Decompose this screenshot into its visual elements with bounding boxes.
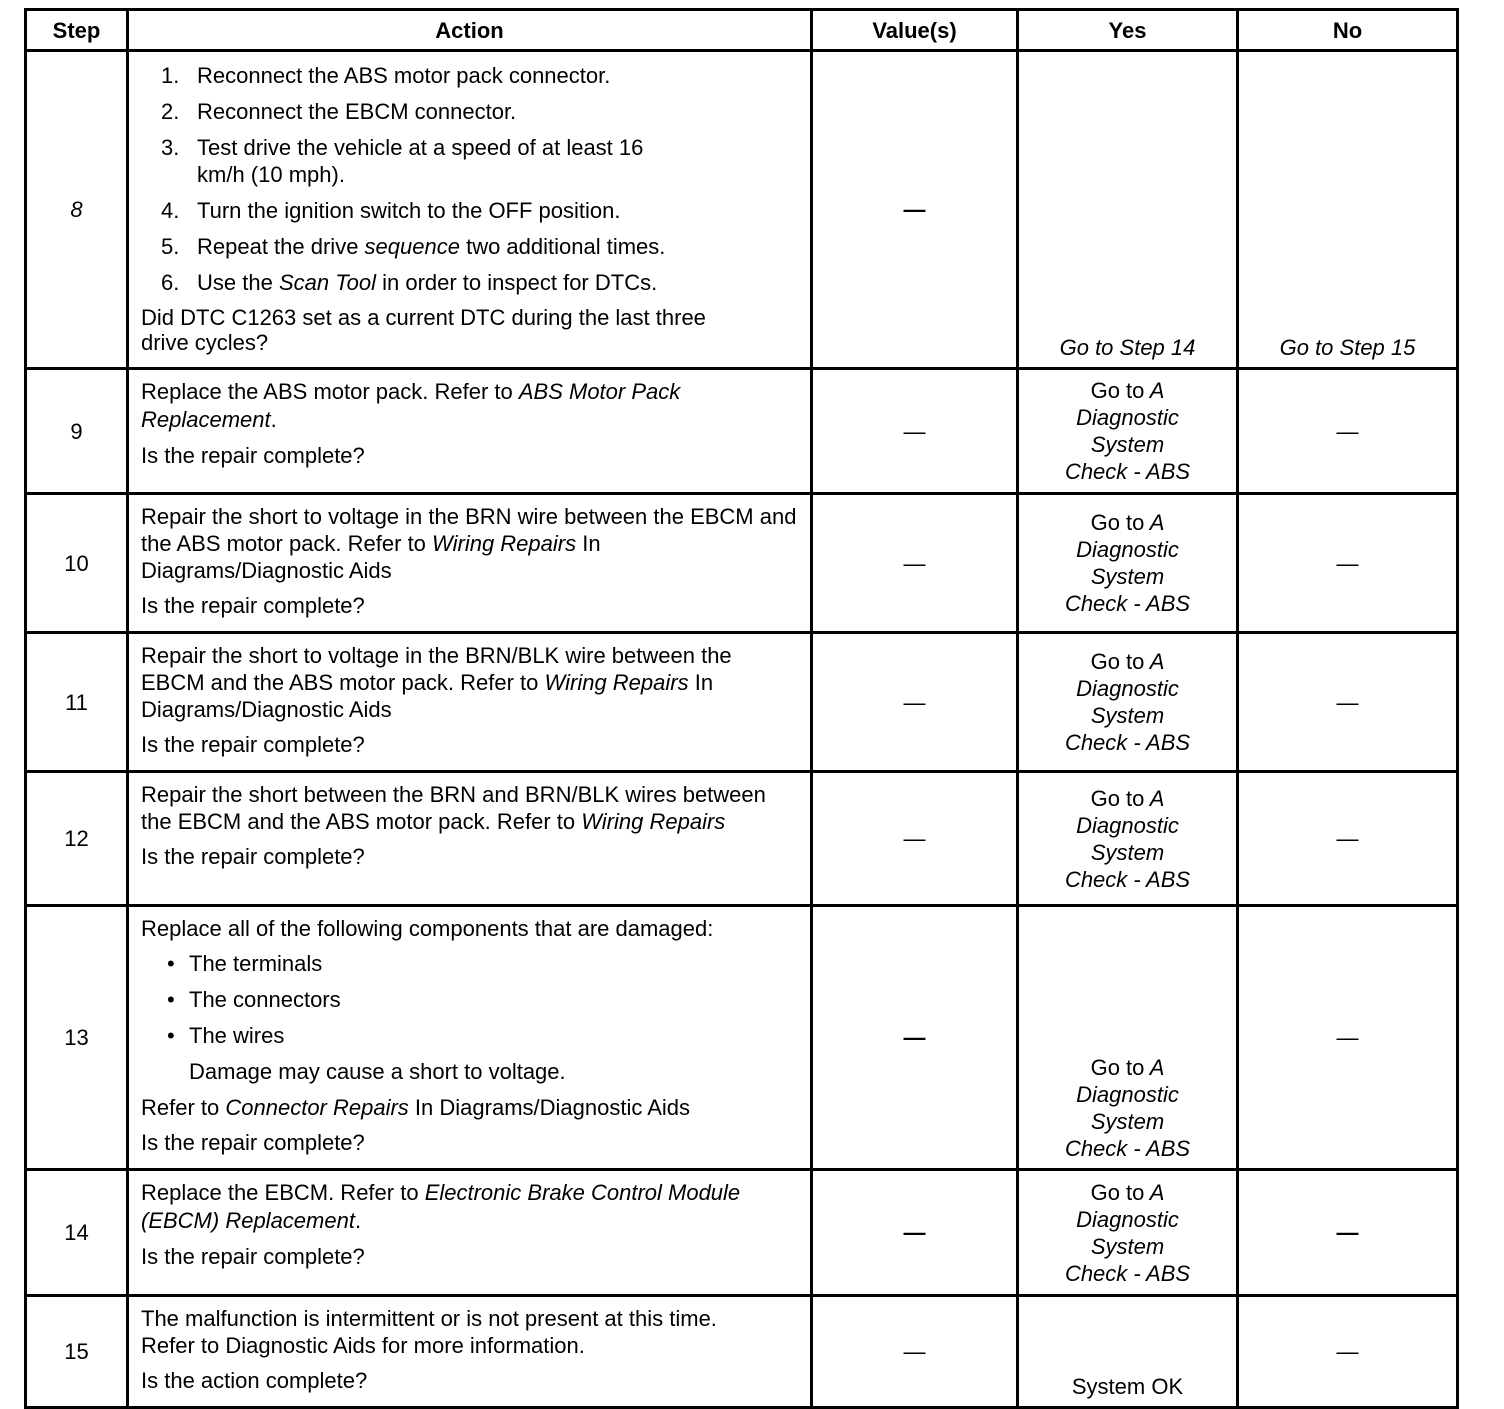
value-dash: — — [903, 1220, 926, 1245]
go-to-text: Go to — [1090, 785, 1145, 811]
action-text-part: . — [270, 407, 277, 432]
item-number: 1. — [161, 63, 180, 88]
no-dash: — — [1336, 689, 1359, 715]
no-cell — [1238, 51, 1458, 369]
yes-cell — [1018, 906, 1238, 1170]
no-cell — [1238, 494, 1458, 633]
no-dash: — — [1336, 1025, 1359, 1050]
go-to-a: A — [1149, 510, 1165, 535]
item-number: 3. — [161, 135, 180, 160]
action-text-part: Replace the EBCM. Refer to — [141, 1180, 425, 1205]
action-text-part: Refer to — [141, 1095, 226, 1120]
go-to-diagnostic-check-link[interactable] — [1019, 1054, 1236, 1162]
go-to-a: A — [1149, 1179, 1165, 1205]
yes-cell — [1018, 633, 1238, 772]
action-steps-list — [141, 62, 800, 296]
header-no: No — [1238, 10, 1458, 51]
scan-tool-reference: Scan Tool — [278, 270, 376, 295]
question-text: Is the repair complete? — [141, 732, 365, 757]
action-cell — [128, 633, 812, 772]
question-text: Did DTC C1263 set as a current DTC during the last three drive cycles? — [141, 305, 706, 355]
yes-cell — [1018, 494, 1238, 633]
system-ok-text: System OK — [1071, 1374, 1184, 1399]
step-number: 9 — [26, 369, 128, 494]
item-text: Repeat the drive — [197, 234, 365, 259]
item-text: Reconnect the EBCM connector. — [197, 99, 517, 124]
table-row — [26, 772, 1458, 906]
item-text: two additional times. — [459, 234, 666, 259]
action-text-part: . — [354, 1208, 362, 1233]
header-step: Step — [26, 10, 128, 51]
action-cell — [128, 369, 812, 494]
item-number: 2. — [161, 99, 180, 124]
list-item — [141, 98, 800, 125]
list-item — [141, 197, 800, 224]
go-to-text: Go to — [1090, 649, 1145, 674]
list-item: • The connectors — [141, 986, 800, 1013]
question-text: Is the repair complete? — [141, 1244, 365, 1269]
go-to-text: Go to — [1090, 378, 1145, 403]
header-values: Value(s) — [812, 10, 1018, 51]
go-to-line: System — [1090, 839, 1165, 865]
action-text — [141, 503, 800, 584]
table-row — [26, 369, 1458, 494]
go-to-line: Check - ABS — [1064, 730, 1191, 755]
value-cell — [812, 1170, 1018, 1296]
value-dash: — — [903, 418, 926, 444]
item-number: 5. — [161, 234, 180, 259]
list-item — [141, 134, 800, 188]
list-item: • The wires — [141, 1022, 800, 1049]
action-text-part: In Diagrams/Diagnostic Aids — [141, 531, 601, 583]
go-to-text: Go to — [1090, 1055, 1145, 1080]
table-row — [26, 51, 1458, 369]
go-to-text: Go to — [1090, 510, 1145, 535]
go-to-line: Diagnostic — [1076, 537, 1179, 562]
header-action: Action — [128, 10, 812, 51]
go-to-line: System — [1090, 564, 1165, 589]
step-number: 10 — [26, 494, 128, 633]
yes-cell — [1018, 369, 1238, 494]
value-cell — [812, 906, 1018, 1170]
go-to-a: A — [1149, 649, 1165, 674]
table-row — [26, 1296, 1458, 1408]
step-number: 14 — [26, 1170, 128, 1296]
yes-cell — [1018, 1170, 1238, 1296]
no-dash: — — [1336, 826, 1359, 851]
go-to-a: A — [1149, 785, 1165, 811]
go-to-line: Check - ABS — [1064, 591, 1191, 616]
value-cell — [812, 51, 1018, 369]
item-text: Test drive the vehicle at a speed of at least 16 km/h (10 mph). — [197, 135, 644, 187]
question-text: Is the repair complete? — [141, 593, 365, 618]
list-item — [141, 62, 800, 89]
components-list — [141, 950, 800, 1049]
value-dash: — — [903, 550, 926, 576]
go-to-line: Check - ABS — [1064, 1136, 1191, 1161]
go-to-diagnostic-check-link[interactable] — [1019, 648, 1236, 756]
yes-cell — [1018, 772, 1238, 906]
damage-note: Damage may cause a short to voltage. — [189, 1059, 566, 1084]
go-to-line: System — [1090, 703, 1165, 728]
value-dash: — — [903, 197, 926, 222]
value-cell — [812, 494, 1018, 633]
no-cell — [1238, 906, 1458, 1170]
go-to-line: System — [1090, 432, 1165, 457]
action-cell — [128, 51, 812, 369]
item-text: in order to inspect for DTCs. — [375, 270, 658, 295]
question-text: Is the repair complete? — [141, 443, 365, 468]
no-cell — [1238, 772, 1458, 906]
value-dash: — — [903, 1339, 926, 1364]
action-text — [141, 1179, 800, 1235]
action-text — [141, 642, 800, 723]
go-to-line: System — [1090, 1233, 1165, 1259]
go-to-line: Diagnostic — [1076, 1082, 1179, 1107]
value-cell — [812, 369, 1018, 494]
step-number: 13 — [26, 906, 128, 1170]
go-to-line: Diagnostic — [1076, 676, 1179, 701]
no-dash: — — [1336, 1220, 1359, 1245]
go-to-line: Check - ABS — [1064, 459, 1191, 484]
wiring-repairs-reference: Wiring Repairs — [581, 809, 726, 834]
go-to-a: A — [1149, 1055, 1165, 1080]
action-text-part: Replace the ABS motor pack. Refer to — [141, 379, 519, 404]
go-to-line: Check - ABS — [1064, 866, 1191, 892]
step-number: 8 — [26, 51, 128, 369]
header-row — [26, 10, 1458, 51]
go-to-line: Diagnostic — [1076, 1206, 1179, 1232]
go-to-line: Diagnostic — [1076, 405, 1179, 430]
list-item — [141, 269, 800, 296]
action-text — [141, 378, 800, 434]
value-dash: — — [903, 826, 926, 851]
item-emphasis: sequence — [364, 234, 460, 259]
action-cell — [128, 1170, 812, 1296]
value-dash: — — [903, 689, 926, 715]
value-cell — [812, 633, 1018, 772]
table-row — [26, 633, 1458, 772]
go-to-line: System — [1090, 1109, 1165, 1134]
action-cell — [128, 494, 812, 633]
table-row — [26, 1170, 1458, 1296]
wiring-repairs-reference: Wiring Repairs — [432, 531, 577, 556]
value-dash: — — [903, 1025, 926, 1050]
table-row — [26, 906, 1458, 1170]
action-text-part: Repair the short between the BRN and BRN/BLK wires between the EBCM and the ABS motor pack. Refer to — [141, 782, 766, 834]
yes-cell — [1018, 51, 1238, 369]
connector-repairs-reference: Connector Repairs — [225, 1095, 409, 1120]
go-to-a: A — [1149, 378, 1165, 403]
action-text-part: In Diagrams/Diagnostic Aids — [141, 670, 714, 722]
go-to-text: Go to — [1090, 1179, 1145, 1205]
refer-text — [141, 1094, 800, 1121]
no-cell — [1238, 1170, 1458, 1296]
list-item — [141, 233, 800, 260]
action-intro: Replace all of the following components that are damaged: — [141, 916, 714, 941]
yes-cell — [1018, 1296, 1238, 1408]
question-text: Is the action complete? — [141, 1368, 368, 1393]
action-text — [141, 781, 800, 835]
item-number: 6. — [161, 270, 180, 295]
go-to-step-14-link[interactable]: Go to Step 14 — [1059, 335, 1196, 360]
no-cell — [1238, 369, 1458, 494]
go-to-diagnostic-check-link[interactable] — [1019, 377, 1236, 485]
no-dash: — — [1336, 1339, 1359, 1364]
action-text-part: Repair the short to voltage in the BRN wire between the EBCM and the ABS motor pack. Refer to — [141, 504, 797, 556]
ebcm-replacement-reference: Electronic Brake Control Module (EBCM) Replacement — [141, 1180, 741, 1233]
no-dash: — — [1336, 550, 1359, 576]
no-cell — [1238, 1296, 1458, 1408]
action-text: The malfunction is intermittent or is not present at this time. Refer to Diagnostic Aids for more information. — [141, 1306, 717, 1358]
step-number: 15 — [26, 1296, 128, 1408]
procedure-reference: ABS Motor Pack Replacement — [141, 379, 681, 432]
go-to-diagnostic-check-link[interactable] — [1019, 1179, 1236, 1287]
step-number: 12 — [26, 772, 128, 906]
item-text: Turn the ignition switch to the OFF position. — [197, 198, 621, 223]
header-yes: Yes — [1018, 10, 1238, 51]
go-to-diagnostic-check-link[interactable] — [1019, 785, 1236, 893]
diagnostic-table — [24, 8, 1459, 1409]
table-row — [26, 494, 1458, 633]
question-text: Is the repair complete? — [141, 844, 365, 869]
item-number: 4. — [161, 198, 180, 223]
value-cell — [812, 1296, 1018, 1408]
action-cell — [128, 1296, 812, 1408]
step-number: 11 — [26, 633, 128, 772]
go-to-diagnostic-check-link[interactable] — [1019, 509, 1236, 617]
action-text-part: Repair the short to voltage in the BRN/BLK wire between the EBCM and the ABS motor pack. Refer to — [141, 643, 732, 695]
item-text: Reconnect the ABS motor pack connector. — [197, 63, 611, 88]
wiring-repairs-reference: Wiring Repairs — [544, 670, 689, 695]
action-cell — [128, 906, 812, 1170]
list-item: • The terminals — [141, 950, 800, 977]
action-text-part: In Diagrams/Diagnostic Aids — [408, 1095, 691, 1120]
item-text: Use the — [197, 270, 279, 295]
go-to-line: Check - ABS — [1064, 1260, 1191, 1286]
value-cell — [812, 772, 1018, 906]
go-to-step-15-link[interactable]: Go to Step 15 — [1279, 335, 1416, 360]
question-text: Is the repair complete? — [141, 1130, 365, 1155]
no-dash: — — [1336, 418, 1359, 444]
go-to-line: Diagnostic — [1076, 812, 1179, 838]
action-cell — [128, 772, 812, 906]
no-cell — [1238, 633, 1458, 772]
